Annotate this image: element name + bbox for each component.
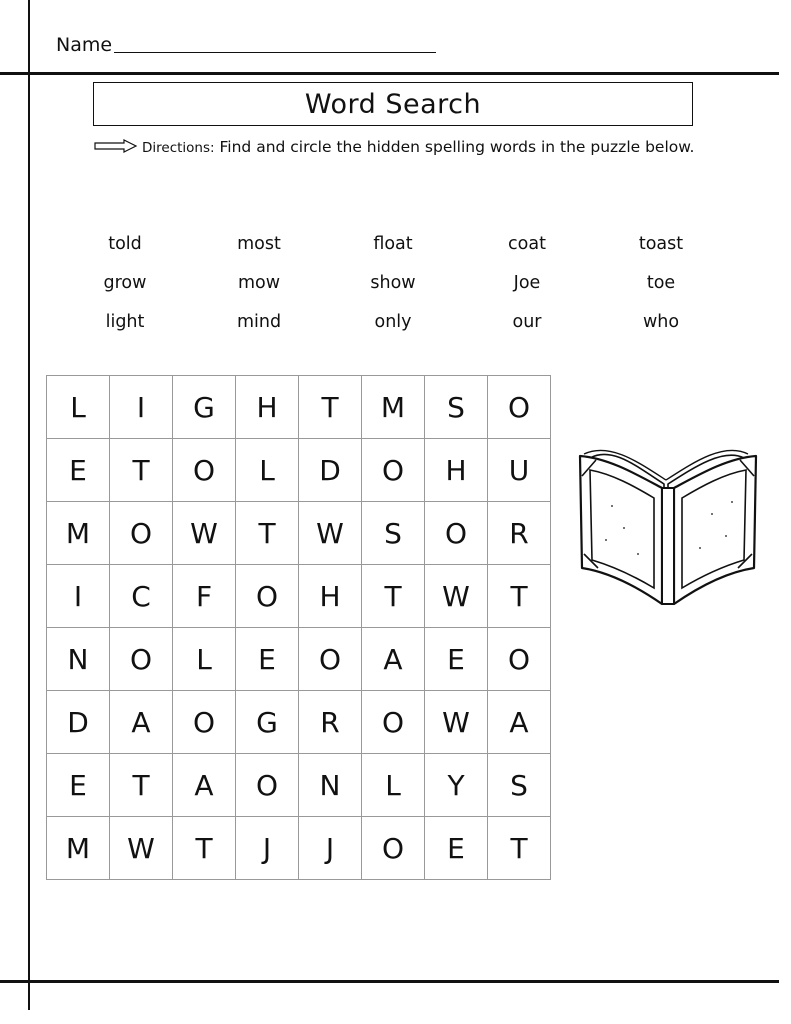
grid-cell: E [425,628,488,691]
name-blank-line [114,52,436,53]
grid-cell: E [236,628,299,691]
directions-label: Directions: [142,140,215,156]
word-list-item: float [373,234,413,254]
header-rule [0,72,779,75]
grid-row [47,376,551,439]
grid-cell: R [299,691,362,754]
name-label: Name [56,34,113,56]
grid-cell: I [110,376,173,439]
word-list-item: grow [103,273,147,293]
word-list-item: only [374,312,412,332]
grid-cell: A [362,628,425,691]
grid-cell: G [236,691,299,754]
word-list-item: light [105,312,145,332]
grid-row [47,691,551,754]
grid-cell: G [173,376,236,439]
grid-cell: W [425,565,488,628]
grid-cell: H [299,565,362,628]
grid-cell: O [362,439,425,502]
grid-cell: T [362,565,425,628]
arrow-right-icon [94,139,138,153]
grid-cell: L [236,439,299,502]
grid-cell: W [110,817,173,880]
grid-cell: O [236,565,299,628]
grid-cell: Y [425,754,488,817]
grid-cell: C [110,565,173,628]
grid-cell: S [488,754,551,817]
grid-cell: J [236,817,299,880]
grid-row [47,502,551,565]
grid-cell: M [47,502,110,565]
grid-cell: O [488,376,551,439]
word-list-item: toe [646,273,676,293]
grid-cell: T [110,439,173,502]
word-list-item: mow [237,273,281,293]
grid-cell: N [47,628,110,691]
grid-cell: E [47,754,110,817]
word-list-item: mind [236,312,282,332]
grid-cell: W [425,691,488,754]
grid-cell: S [425,376,488,439]
grid-cell: I [47,565,110,628]
name-field [56,34,436,56]
grid-cell: O [173,691,236,754]
grid-cell: L [362,754,425,817]
grid-cell: O [362,691,425,754]
grid-cell: O [488,628,551,691]
grid-cell: N [299,754,362,817]
grid-cell: M [47,817,110,880]
grid-row [47,754,551,817]
word-list-item: Joe [513,273,541,293]
grid-row [47,628,551,691]
grid-cell: O [362,817,425,880]
grid-cell: M [362,376,425,439]
open-book-icon [572,436,764,606]
grid-cell: T [173,817,236,880]
grid-cell: A [488,691,551,754]
grid-cell: H [236,376,299,439]
grid-cell: T [299,376,362,439]
grid-cell: J [299,817,362,880]
grid-cell: F [173,565,236,628]
grid-cell: U [488,439,551,502]
footer-rule [0,980,779,983]
word-list-item: toast [638,234,684,254]
word-list-item: who [642,312,680,332]
word-search-grid [46,375,551,880]
grid-row [47,565,551,628]
grid-cell: O [236,754,299,817]
grid-cell: W [299,502,362,565]
grid-cell: O [425,502,488,565]
grid-cell: O [299,628,362,691]
grid-cell: T [488,817,551,880]
grid-cell: D [47,691,110,754]
word-list-item: coat [508,234,546,254]
grid-cell: E [47,439,110,502]
grid-cell: T [236,502,299,565]
grid-cell: L [47,376,110,439]
grid-cell: O [110,628,173,691]
grid-cell: T [110,754,173,817]
title-box [93,82,693,126]
grid-cell: O [110,502,173,565]
grid-cell: S [362,502,425,565]
word-list-item: show [370,273,416,293]
grid-cell: L [173,628,236,691]
grid-cell: H [425,439,488,502]
grid-cell: E [425,817,488,880]
word-list-item: our [512,312,542,332]
margin-line [28,0,30,1010]
directions [94,135,704,161]
grid-cell: A [173,754,236,817]
grid-row [47,817,551,880]
grid-cell: T [488,565,551,628]
directions-text: Find and circle the hidden spelling words in the puzzle below. [219,138,695,156]
grid-cell: W [173,502,236,565]
grid-cell: A [110,691,173,754]
word-list-item: told [108,234,142,254]
grid-cell: D [299,439,362,502]
grid-cell: R [488,502,551,565]
word-list-item: most [237,234,281,254]
word-list [58,234,728,351]
grid-row [47,439,551,502]
grid-cell: O [173,439,236,502]
page-title: Word Search [304,88,482,120]
